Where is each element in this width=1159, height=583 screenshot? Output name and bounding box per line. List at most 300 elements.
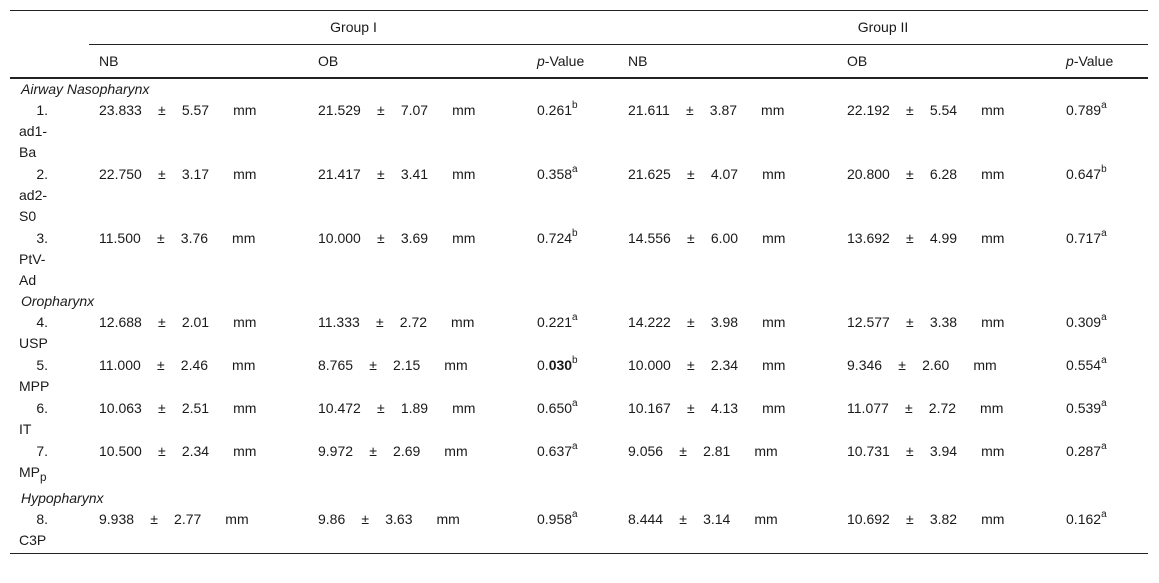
group-2-ob-cell-value <box>847 314 1004 330</box>
group-1-nb-cell-value <box>99 166 256 182</box>
pvalue-italic-p: p <box>1066 52 1074 69</box>
p-value-footnote: a <box>572 441 578 453</box>
mean-value: 10.000 <box>318 230 361 246</box>
section-row <box>10 291 1148 311</box>
group-1-ob-header: OB <box>318 52 339 69</box>
group-1-ob-cell <box>308 227 527 291</box>
group-2-ob-cell <box>837 354 1056 397</box>
group-2-ob-cell <box>837 311 1056 354</box>
pvalue-suffix: -Value <box>1073 52 1114 69</box>
p-value: 0.287 <box>1066 443 1102 459</box>
plus-minus-sign: ± <box>361 510 370 527</box>
mean-value: 11.000 <box>99 357 141 373</box>
mean-value: 10.167 <box>628 400 671 416</box>
p-value-footnote: a <box>572 509 578 521</box>
plus-minus-sign: ± <box>157 102 166 118</box>
plus-minus-sign: ± <box>687 230 695 246</box>
group-1-pvalue-cell <box>527 397 618 440</box>
measurement-name-text: C3P <box>19 531 47 548</box>
plus-minus-sign: ± <box>687 357 695 373</box>
plus-minus-sign: ± <box>906 230 914 246</box>
results-table-container <box>10 10 1148 554</box>
group-2-pvalue-cell <box>1056 508 1148 554</box>
group-2-ob-cell-value <box>847 443 1004 459</box>
unit-label: mm <box>225 510 249 527</box>
measurement-name <box>19 121 55 163</box>
group-2-nb-cell-value <box>628 314 785 330</box>
group-2-ob-cell <box>837 163 1056 227</box>
sd-value: 3.14 <box>703 510 731 527</box>
sd-value: 4.07 <box>710 166 739 182</box>
unit-label: mm <box>762 400 786 416</box>
group-1-nb-cell-value <box>99 511 249 527</box>
group-2-pvalue-cell <box>1056 440 1148 488</box>
sd-value: 5.57 <box>181 102 210 118</box>
measurement-name <box>19 462 55 488</box>
unit-label: mm <box>754 510 778 527</box>
plus-minus-sign: ± <box>157 443 166 459</box>
group-2-nb-cell <box>618 440 837 488</box>
unit-label: mm <box>233 314 257 330</box>
mean-value: 20.800 <box>847 166 890 182</box>
unit-label: mm <box>444 443 468 459</box>
empty-corner-cell <box>10 11 89 45</box>
section-title: Airway Nasopharynx <box>21 81 150 97</box>
measurement-number: 1. <box>36 102 48 118</box>
sd-value: 2.69 <box>393 443 421 459</box>
mean-value: 10.500 <box>99 443 142 459</box>
plus-minus-sign: ± <box>369 357 377 373</box>
group-2-ob-cell <box>837 227 1056 291</box>
unit-label: mm <box>452 102 476 118</box>
mean-value: 9.938 <box>99 510 135 527</box>
group-1-pvalue-cell <box>527 508 618 554</box>
sd-value: 2.72 <box>399 314 428 330</box>
sd-value: 5.54 <box>929 102 958 118</box>
p-value-footnote: b <box>572 355 578 367</box>
group-2-ob-header: OB <box>847 52 868 69</box>
group-2-ob-cell <box>837 99 1056 163</box>
group-1-ob-cell-value <box>318 511 460 527</box>
group-2-nb-cell <box>618 163 837 227</box>
unit-label: mm <box>981 166 1005 182</box>
group-2-nb-cell <box>618 311 837 354</box>
table-row <box>10 508 1148 554</box>
plus-minus-sign: ± <box>157 166 166 182</box>
measurement-label <box>10 227 89 291</box>
group-2-ob-cell-value <box>847 166 1004 182</box>
unit-label: mm <box>232 230 256 246</box>
group-2-nb-cell <box>618 397 837 440</box>
plus-minus-sign: ± <box>898 357 906 373</box>
group-1-ob-cell <box>308 163 527 227</box>
group-2-ob-cell-value <box>847 511 1004 527</box>
p-value-footnote: a <box>1101 312 1107 324</box>
group-2-nb-cell <box>618 99 837 163</box>
mean-value: 11.500 <box>99 230 141 246</box>
group-1-nb-cell <box>89 354 308 397</box>
unit-label: mm <box>451 314 475 330</box>
unit-label: mm <box>232 357 256 373</box>
mean-value: 10.063 <box>99 400 142 416</box>
unit-label: mm <box>761 102 785 118</box>
mean-value: 21.611 <box>628 102 670 118</box>
p-value: 0.261 <box>537 102 573 118</box>
p-value-footnote: b <box>1101 164 1107 176</box>
group-1-pvalue-cell <box>527 354 618 397</box>
group-2-ob-cell-value <box>847 357 997 373</box>
mean-value: 10.731 <box>847 443 890 459</box>
group-2-nb-cell-value <box>628 400 785 416</box>
group-1-nb-cell <box>89 99 308 163</box>
mean-value: 22.750 <box>99 166 142 182</box>
p-value: 0.724 <box>537 230 573 246</box>
p-value: 0.162 <box>1066 510 1102 527</box>
sd-value: 2.77 <box>174 510 202 527</box>
unit-label: mm <box>233 102 257 118</box>
table-row <box>10 397 1148 440</box>
group-1-ob-cell-value <box>318 102 475 118</box>
p-value: 0.958 <box>537 510 573 527</box>
section-row <box>10 78 1148 99</box>
group-2-nb-cell <box>618 354 837 397</box>
group-2-nb-cell-value <box>628 357 785 373</box>
unit-label: mm <box>981 443 1005 459</box>
group-1-ob-cell <box>308 440 527 488</box>
unit-label: mm <box>762 230 786 246</box>
group-1-nb-header: NB <box>99 52 119 69</box>
group-1-nb-cell <box>89 508 308 554</box>
mean-value: 21.417 <box>318 166 361 182</box>
sd-value: 7.07 <box>400 102 429 118</box>
sd-value: 6.28 <box>929 166 958 182</box>
group-1-nb-cell-value <box>99 443 256 459</box>
mean-value: 21.625 <box>628 166 671 182</box>
sd-value: 3.94 <box>929 443 958 459</box>
measurement-name-text: ad1-Ba <box>19 123 48 160</box>
mean-value: 10.000 <box>628 357 671 373</box>
group-1-nb-cell <box>89 163 308 227</box>
plus-minus-sign: ± <box>157 400 166 416</box>
plus-minus-sign: ± <box>375 314 384 330</box>
mean-value: 11.333 <box>318 314 360 330</box>
unit-label: mm <box>452 400 476 416</box>
measurement-name-text: ad2-S0 <box>19 187 48 224</box>
group-1-nb-cell-value <box>99 400 256 416</box>
plus-minus-sign: ± <box>376 166 385 182</box>
measurement-number: 8. <box>36 510 48 527</box>
table-row <box>10 311 1148 354</box>
plus-minus-sign: ± <box>687 166 695 182</box>
mean-value: 12.688 <box>99 314 142 330</box>
unit-label: mm <box>981 230 1005 246</box>
measurement-name-text: MP <box>19 464 40 480</box>
sd-value: 4.13 <box>710 400 739 416</box>
plus-minus-sign: ± <box>376 102 385 118</box>
unit-label: mm <box>981 102 1005 118</box>
plus-minus-sign: ± <box>157 314 166 330</box>
group-2-nb-cell <box>618 227 837 291</box>
measurement-label <box>10 354 89 397</box>
mean-value: 11.077 <box>847 400 889 416</box>
table-row <box>10 440 1148 488</box>
mean-value: 8.444 <box>628 510 664 527</box>
empty-label-header <box>10 45 89 79</box>
sd-value: 3.98 <box>710 314 739 330</box>
p-value: 0.358 <box>537 166 573 182</box>
group-1-pvalue-cell <box>527 99 618 163</box>
plus-minus-sign: ± <box>685 102 694 118</box>
p-value-significant: 030 <box>548 357 573 373</box>
sd-value: 1.89 <box>400 400 429 416</box>
group-1-ob-cell-value <box>318 230 475 246</box>
unit-label: mm <box>980 400 1004 416</box>
measurement-number: 3. <box>36 230 48 246</box>
unit-label: mm <box>762 314 786 330</box>
group-2-header: Group II <box>618 11 1148 45</box>
p-value-footnote: a <box>1101 509 1107 521</box>
unit-label: mm <box>233 443 257 459</box>
p-value: 0.789 <box>1066 102 1102 118</box>
section-row <box>10 488 1148 508</box>
mean-value: 21.529 <box>318 102 361 118</box>
plus-minus-sign: ± <box>904 400 913 416</box>
p-value-footnote: b <box>572 100 578 112</box>
mean-value: 9.972 <box>318 443 354 459</box>
plus-minus-sign: ± <box>679 510 687 527</box>
group-2-nb-cell-value <box>628 443 778 459</box>
sd-value: 2.01 <box>181 314 210 330</box>
p-value: 0.637 <box>537 443 573 459</box>
measurement-name <box>19 419 55 440</box>
p-value-footnote: a <box>1101 441 1107 453</box>
pvalue-italic-p: p <box>537 52 545 69</box>
column-header-row <box>10 45 1148 79</box>
measurement-label <box>10 163 89 227</box>
pvalue-suffix: -Value <box>544 52 585 69</box>
plus-minus-sign: ± <box>376 230 385 246</box>
measurement-name-text: IT <box>19 421 32 437</box>
mean-value: 8.765 <box>318 357 354 373</box>
sd-value: 3.69 <box>400 230 429 246</box>
group-1-pvalue-cell <box>527 227 618 291</box>
measurement-name-text: PtV-Ad <box>19 251 46 288</box>
mean-value: 13.692 <box>847 230 890 246</box>
p-value-footnote: a <box>572 164 578 176</box>
group-2-nb-cell-value <box>628 166 785 182</box>
plus-minus-sign: ± <box>906 510 914 527</box>
plus-minus-sign: ± <box>376 400 385 416</box>
p-value-footnote: b <box>572 228 578 240</box>
p-value: 0.309 <box>1066 314 1102 330</box>
group-1-nb-cell <box>89 440 308 488</box>
group-1-ob-cell <box>308 397 527 440</box>
plus-minus-sign: ± <box>687 314 695 330</box>
mean-value: 14.222 <box>628 314 671 330</box>
group-1-nb-cell-value <box>99 314 256 330</box>
sd-value: 3.82 <box>929 510 958 527</box>
plus-minus-sign: ± <box>150 510 158 527</box>
p-value: 0.554 <box>1066 357 1102 373</box>
group-1-ob-cell <box>308 508 527 554</box>
measurement-label <box>10 508 89 554</box>
unit-label: mm <box>762 166 786 182</box>
mean-value: 12.577 <box>847 314 890 330</box>
group-header-row <box>10 11 1148 45</box>
group-1-ob-cell <box>308 99 527 163</box>
p-value-prefix: 0. <box>537 357 549 373</box>
p-value: 0.647 <box>1066 166 1102 182</box>
group-2-pvalue-header <box>1056 45 1148 79</box>
group-2-nb-header: NB <box>628 52 648 69</box>
sd-value: 2.34 <box>181 443 210 459</box>
group-2-pvalue-cell <box>1056 397 1148 440</box>
results-table-body <box>10 78 1148 553</box>
sd-value: 6.00 <box>710 230 739 246</box>
group-1-nb-cell <box>89 311 308 354</box>
group-2-ob-cell <box>837 508 1056 554</box>
section-title: Oropharynx <box>21 293 95 309</box>
mean-value: 22.192 <box>847 102 890 118</box>
sd-value: 2.15 <box>393 357 421 373</box>
measurement-label <box>10 99 89 163</box>
sd-value: 3.17 <box>181 166 210 182</box>
group-2-nb-cell-value <box>628 102 784 118</box>
sd-value: 3.87 <box>709 102 738 118</box>
unit-label: mm <box>233 166 257 182</box>
measurement-number: 6. <box>36 400 48 416</box>
table-row <box>10 163 1148 227</box>
sd-value: 3.76 <box>180 230 209 246</box>
mean-value: 10.472 <box>318 400 361 416</box>
unit-label: mm <box>762 357 786 373</box>
group-2-ob-cell <box>837 397 1056 440</box>
p-value-footnote: a <box>572 312 578 324</box>
group-2-ob-cell-value <box>847 400 1003 416</box>
mean-value: 9.86 <box>318 510 346 527</box>
sd-value: 3.38 <box>929 314 958 330</box>
group-1-nb-cell-value <box>99 102 256 118</box>
group-1-nb-cell-value <box>99 230 255 246</box>
sd-value: 4.99 <box>929 230 958 246</box>
sd-value: 2.51 <box>181 400 210 416</box>
group-2-pvalue-cell <box>1056 354 1148 397</box>
measurement-name-subscript: p <box>40 470 47 484</box>
p-value-footnote: a <box>572 398 578 410</box>
measurement-number: 2. <box>36 166 48 182</box>
unit-label: mm <box>754 443 778 459</box>
group-1-pvalue-cell <box>527 163 618 227</box>
plus-minus-sign: ± <box>906 166 914 182</box>
mean-value: 23.833 <box>99 102 142 118</box>
group-2-nb-cell <box>618 508 837 554</box>
group-1-nb-cell <box>89 397 308 440</box>
plus-minus-sign: ± <box>906 102 914 118</box>
measurement-name <box>19 333 55 354</box>
measurement-name <box>19 249 55 291</box>
p-value-footnote: a <box>1101 228 1107 240</box>
results-table <box>10 10 1148 554</box>
group-1-ob-cell-value <box>318 166 475 182</box>
p-value-footnote: a <box>1101 355 1107 367</box>
section-title: Hypopharynx <box>21 489 104 506</box>
plus-minus-sign: ± <box>369 443 377 459</box>
group-1-ob-cell-value <box>318 314 474 330</box>
mean-value: 10.692 <box>847 510 890 527</box>
table-row <box>10 227 1148 291</box>
measurement-name <box>19 185 55 227</box>
group-1-pvalue-header <box>527 45 618 79</box>
group-1-nb-cell <box>89 227 308 291</box>
measurement-label <box>10 397 89 440</box>
p-value: 0.650 <box>537 400 573 416</box>
group-1-pvalue-cell <box>527 440 618 488</box>
group-1-ob-cell-value <box>318 443 468 459</box>
sd-value: 2.72 <box>928 400 957 416</box>
plus-minus-sign: ± <box>679 443 687 459</box>
unit-label: mm <box>452 230 476 246</box>
p-value: 0.221 <box>537 314 573 330</box>
plus-minus-sign: ± <box>906 314 914 330</box>
p-value: 0.717 <box>1066 230 1102 246</box>
table-row <box>10 99 1148 163</box>
measurement-name <box>19 376 55 397</box>
mean-value: 9.346 <box>847 357 883 373</box>
sd-value: 2.60 <box>922 357 950 373</box>
group-2-pvalue-cell <box>1056 99 1148 163</box>
measurement-label <box>10 440 89 488</box>
group-1-pvalue-cell <box>527 311 618 354</box>
sd-value: 3.63 <box>385 510 413 527</box>
measurement-name-text: USP <box>19 335 48 351</box>
unit-label: mm <box>233 400 257 416</box>
plus-minus-sign: ± <box>906 443 914 459</box>
unit-label: mm <box>973 357 997 373</box>
group-1-nb-cell-value <box>99 357 255 373</box>
measurement-label <box>10 311 89 354</box>
unit-label: mm <box>981 314 1005 330</box>
p-value-footnote: a <box>1101 398 1107 410</box>
mean-value: 9.056 <box>628 443 664 459</box>
group-1-ob-cell <box>308 354 527 397</box>
measurement-name-text: MPP <box>19 378 50 394</box>
sd-value: 2.81 <box>703 443 731 459</box>
unit-label: mm <box>452 166 476 182</box>
p-value-footnote: a <box>1101 100 1107 112</box>
group-2-pvalue-cell <box>1056 163 1148 227</box>
group-2-pvalue-cell <box>1056 311 1148 354</box>
group-1-ob-cell-value <box>318 400 475 416</box>
plus-minus-sign: ± <box>156 230 165 246</box>
sd-value: 2.34 <box>710 357 739 373</box>
unit-label: mm <box>981 510 1005 527</box>
sd-value: 3.41 <box>400 166 429 182</box>
table-row <box>10 354 1148 397</box>
group-2-nb-cell-value <box>628 230 785 246</box>
mean-value: 14.556 <box>628 230 671 246</box>
group-2-ob-cell-value <box>847 102 1004 118</box>
group-1-ob-cell-value <box>318 357 468 373</box>
group-1-header: Group I <box>89 11 618 45</box>
group-1-ob-cell <box>308 311 527 354</box>
measurement-number: 5. <box>36 357 48 373</box>
group-2-pvalue-cell <box>1056 227 1148 291</box>
measurement-number: 7. <box>36 443 48 459</box>
group-2-nb-cell-value <box>628 511 778 527</box>
unit-label: mm <box>444 357 468 373</box>
measurement-number: 4. <box>36 314 48 330</box>
sd-value: 2.46 <box>180 357 209 373</box>
